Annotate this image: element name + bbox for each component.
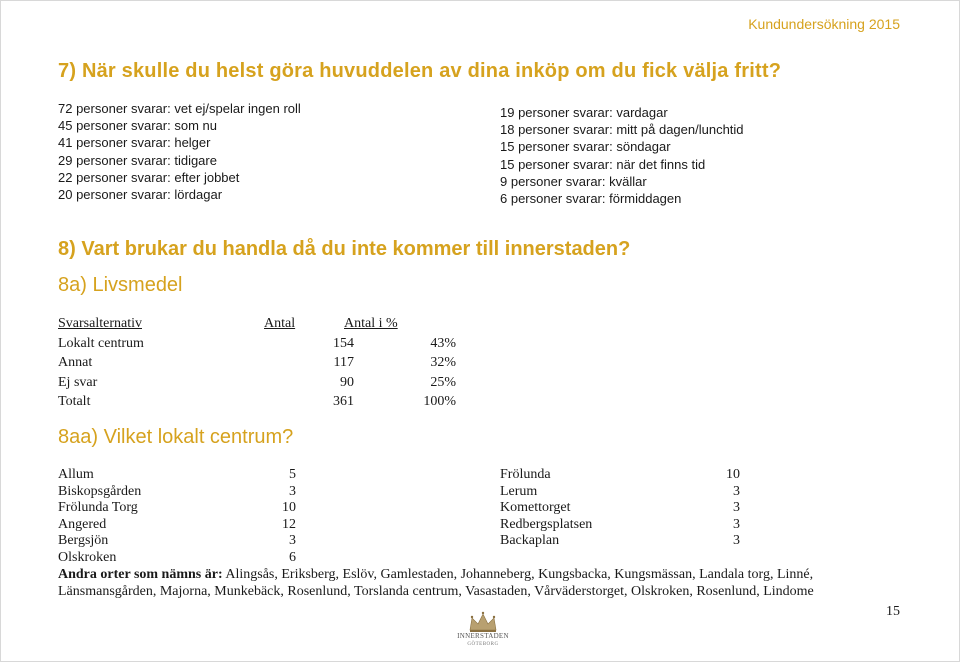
list-item: [500, 500, 742, 517]
place-count: 3: [733, 500, 740, 516]
table-row: [58, 355, 478, 375]
list-item: [58, 550, 298, 567]
table-row-total: [58, 394, 478, 414]
other-places-label: Andra orter som nämns är:: [58, 567, 223, 582]
place-name: Lerum: [500, 483, 538, 499]
header-svarsalternativ: Svarsalternativ: [58, 316, 142, 331]
place-count: 3: [733, 483, 740, 499]
table-cell-alternative: Ej svar: [58, 374, 98, 390]
place-name: Angered: [58, 516, 107, 532]
innerstaden-logo: [448, 610, 518, 654]
place-count: 3: [733, 516, 740, 532]
place-count: 6: [289, 549, 296, 565]
place-count: 3: [289, 533, 296, 549]
question-8a-title: 8a) Livsmedel: [58, 274, 183, 296]
place-count: 3: [733, 533, 740, 549]
q7-answer: 20 personer svarar: lördagar: [58, 187, 223, 203]
place-name: Olskroken: [58, 549, 117, 565]
q7-answer: 6 personer svarar: förmiddagen: [500, 191, 682, 207]
q7-answer: 22 personer svarar: efter jobbet: [58, 169, 240, 185]
table-row: [58, 336, 478, 356]
table-row: [58, 375, 478, 395]
place-name: Backaplan: [500, 533, 560, 549]
q7-answer: 15 personer svarar: söndagar: [500, 139, 671, 155]
q7-answer: 72 personer svarar: vet ej/spelar ingen roll: [58, 101, 301, 116]
q7-answer: 45 personer svarar: som nu: [58, 118, 217, 134]
question-7-title: 7) När skulle du helst göra huvuddelen av dina inköp om du fick välja fritt?: [58, 60, 782, 82]
q7-answer: 29 personer svarar: tidigare: [58, 152, 217, 168]
table-cell-count: 154: [333, 335, 354, 351]
table-cell-count: 90: [340, 374, 354, 390]
place-count: 10: [726, 467, 740, 482]
table-cell-percent: 32%: [430, 355, 456, 370]
q7-answer: 15 personer svarar: när det finns tid: [500, 156, 706, 172]
table-cell-percent: 43%: [430, 335, 456, 351]
table-cell-alternative: Lokalt centrum: [58, 335, 144, 351]
place-name: Biskopsgården: [58, 483, 142, 499]
list-item: [58, 467, 298, 484]
list-item: [500, 484, 742, 501]
crown-icon: [448, 610, 518, 634]
list-item: [500, 517, 742, 534]
list-item: [58, 500, 298, 517]
place-name: Frölunda Torg: [58, 500, 138, 516]
list-item: [58, 484, 298, 501]
logo-subtext: GÖTEBORG: [467, 642, 499, 647]
other-places-text: Alingsås, Eriksberg, Eslöv, Gamlestaden, Johanneberg, Kungsbacka, Kungsmässan, Landala torg, Linné, Länsmansgården, Majorna, Munkebäck, Rosenlund, Torslanda centrum, Vasastaden, Vårväderstorget, Olskroken, Rosenlund, Lindome: [58, 567, 814, 599]
table-header-row: [58, 316, 478, 336]
table-cell-percent: 25%: [430, 374, 456, 390]
place-name: Bergsjön: [58, 533, 109, 549]
table-cell-percent: 100%: [423, 394, 456, 409]
places-list-left: [58, 467, 298, 567]
list-item: [58, 517, 298, 534]
place-name: Komettorget: [500, 500, 571, 516]
q7-answer: 9 personer svarar: kvällar: [500, 173, 647, 189]
question-8aa-title: 8aa) Vilket lokalt centrum?: [58, 426, 294, 448]
place-count: 10: [282, 500, 296, 516]
place-name: Allum: [58, 467, 94, 482]
place-count: 5: [289, 467, 296, 482]
place-count: 3: [289, 483, 296, 499]
table-cell-count: 361: [333, 394, 354, 409]
header-antal-procent: Antal i %: [344, 316, 398, 331]
livsmedel-table: [58, 316, 478, 414]
place-name: Redbergsplatsen: [500, 516, 593, 532]
list-item: [58, 533, 298, 550]
places-list-right: [500, 467, 742, 550]
list-item: [500, 467, 742, 484]
header-antal: Antal: [264, 316, 296, 331]
place-count: 12: [282, 516, 296, 532]
place-name: Frölunda: [500, 467, 551, 482]
page-number: 15: [886, 604, 900, 619]
q7-answer: 19 personer svarar: vardagar: [500, 105, 668, 120]
q7-answer: 18 personer svarar: mitt på dagen/lunchtid: [500, 122, 744, 138]
table-cell-alternative: Annat: [58, 355, 93, 370]
question-8-title: 8) Vart brukar du handla då du inte kommer till innerstaden?: [58, 238, 631, 260]
other-places-paragraph: [58, 567, 858, 600]
table-cell-count: 117: [333, 355, 354, 370]
q7-answers-right: [500, 104, 744, 207]
table-cell-alternative: Totalt: [58, 394, 91, 409]
q7-answers-left: [58, 100, 301, 203]
page-header-title: Kundundersökning 2015: [748, 16, 900, 32]
list-item: [500, 533, 742, 550]
logo-text: INNERSTADEN: [457, 632, 509, 640]
q7-answer: 41 personer svarar: helger: [58, 135, 211, 151]
